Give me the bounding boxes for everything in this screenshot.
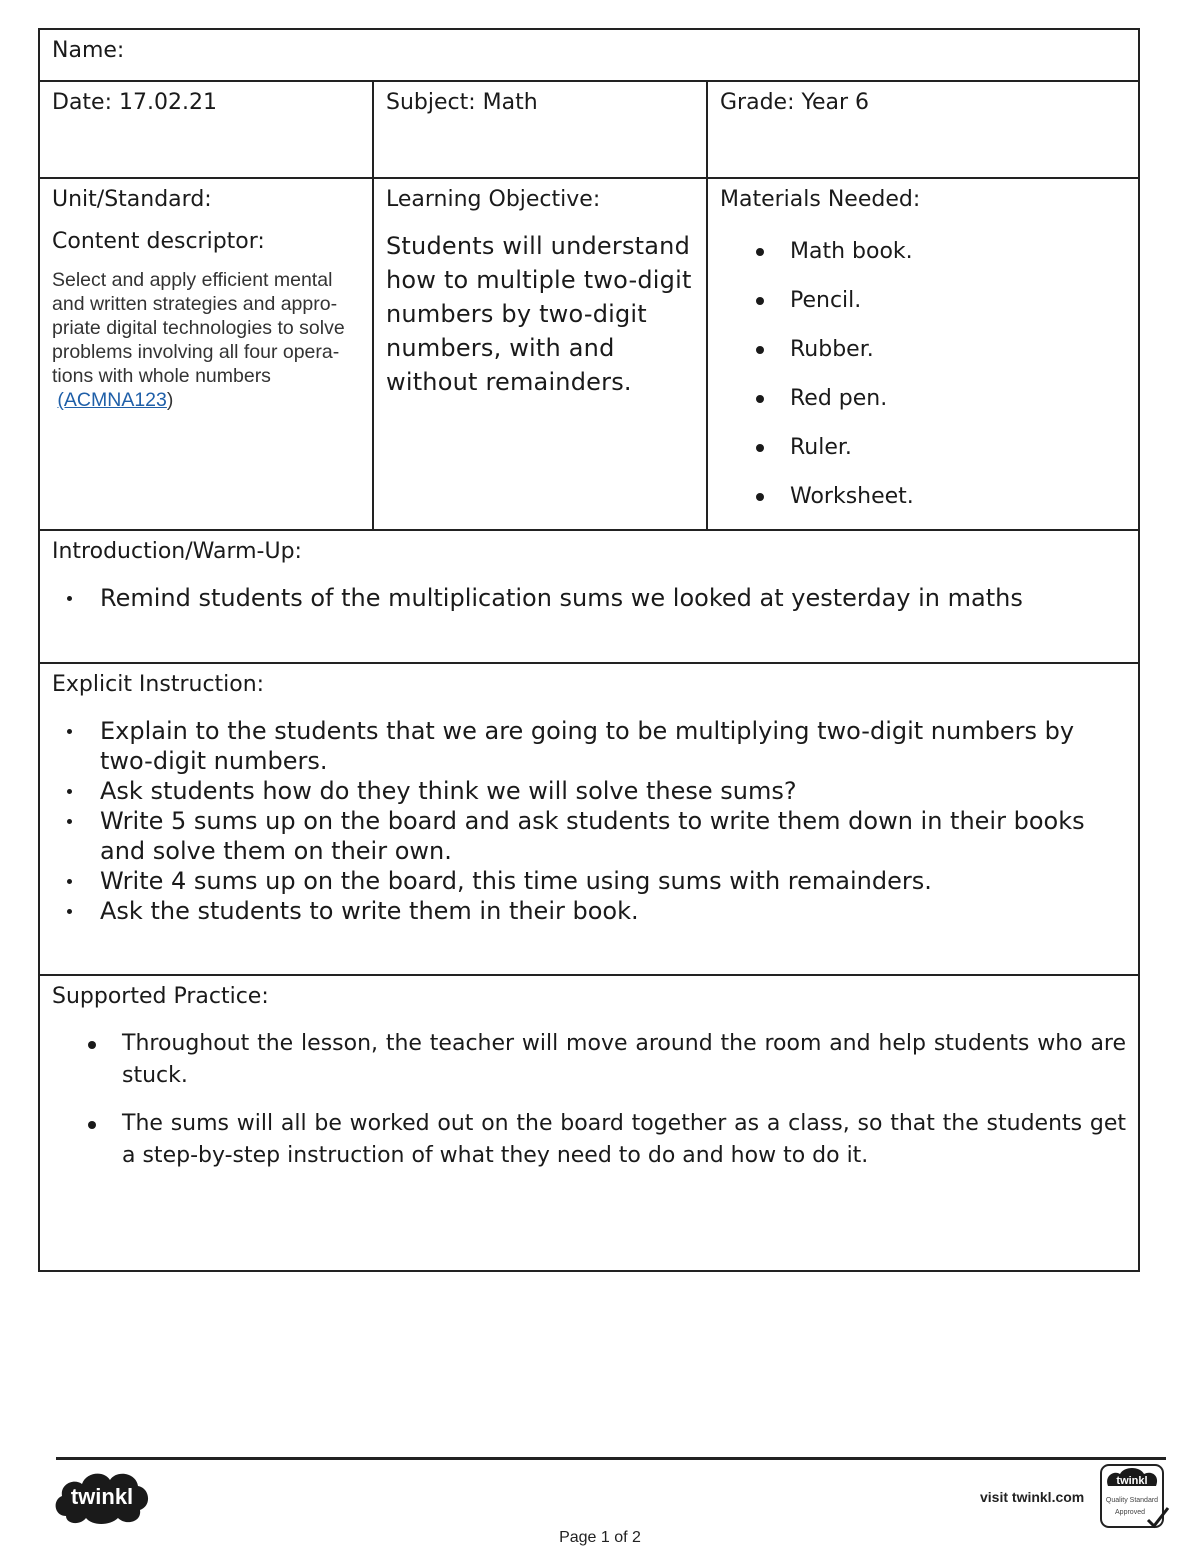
practice-cell (39, 975, 1139, 1271)
logo-text: twinkl (70, 1484, 134, 1509)
instruction-list (52, 716, 1126, 926)
grade-cell (707, 81, 1139, 178)
intro-cell (39, 530, 1139, 663)
acmna-link[interactable]: (ACMNA123 (57, 389, 167, 411)
objective-text: Students will understand how to multiple two-digit numbers by two-digit numbers, with and without remainders. (386, 232, 692, 396)
name-label: Name: (52, 38, 125, 63)
content-descriptor (52, 268, 360, 412)
materials-list (720, 227, 1126, 521)
content-descriptor-label: Content descriptor: (52, 229, 265, 254)
instruction-cell (39, 663, 1139, 975)
material-item: Ruler. (756, 423, 1126, 472)
practice-item: The sums will all be worked out on the board together as a class, so that the students get a step-by-step instruction of what they need to do and how to do it. (88, 1108, 1126, 1172)
quality-badge-icon (1098, 1462, 1170, 1532)
badge-logo-text: twinkl (1116, 1475, 1148, 1487)
instruction-item: Write 5 sums up on the board and ask students to write them down in their books and solve them on their own. (64, 806, 1126, 866)
grade-label: Grade: Year 6 (720, 90, 870, 115)
badge-sub2: Approved (1115, 1509, 1145, 1516)
material-item: Worksheet. (756, 472, 1126, 521)
date-label: Date: 17.02.21 (52, 90, 217, 115)
footer-divider (56, 1457, 1166, 1460)
intro-label: Introduction/Warm-Up: (52, 539, 302, 564)
unit-cell (39, 178, 373, 530)
practice-list (52, 1028, 1126, 1172)
page-number: Page 1 of 2 (559, 1529, 641, 1546)
subject-cell (373, 81, 707, 178)
intro-list (52, 583, 1126, 613)
lesson-plan-table (38, 28, 1140, 1272)
material-item: Math book. (756, 227, 1126, 276)
instruction-item: Explain to the students that we are going to be multiplying two-digit numbers by two-digit numbers. (64, 716, 1126, 776)
materials-label: Materials Needed: (720, 187, 921, 212)
date-cell (39, 81, 373, 178)
twinkl-cloud-icon (52, 1462, 152, 1528)
instruction-item: Ask students how do they think we will solve these sums? (64, 776, 1126, 806)
subject-label: Subject: Math (386, 90, 538, 115)
quality-badge (1098, 1462, 1170, 1536)
practice-label: Supported Practice: (52, 984, 269, 1009)
descriptor-text: Select and apply efficient mental and written strategies and appro-priate digital technologies to solve problems involving all four opera-tions with whole numbers (52, 269, 345, 387)
objective-label: Learning Objective: (386, 187, 601, 212)
practice-item: Throughout the lesson, the teacher will move around the room and help students who are stuck. (88, 1028, 1126, 1092)
badge-sub1: Quality Standard (1105, 1497, 1159, 1504)
twinkl-logo[interactable] (52, 1462, 152, 1532)
descriptor-close-paren: ) (166, 389, 174, 411)
instruction-item: Write 4 sums up on the board, this time using sums with remainders. (64, 866, 1126, 896)
material-item: Red pen. (756, 374, 1126, 423)
material-item: Rubber. (756, 325, 1126, 374)
unit-label: Unit/Standard: (52, 187, 212, 212)
objective-cell (373, 178, 707, 530)
visit-link[interactable]: visit twinkl.com (980, 1489, 1085, 1505)
intro-item: Remind students of the multiplication sums we looked at yesterday in maths (64, 583, 1126, 613)
instruction-label: Explicit Instruction: (52, 672, 265, 697)
material-item: Pencil. (756, 276, 1126, 325)
materials-cell (707, 178, 1139, 530)
instruction-item: Ask the students to write them in their book. (64, 896, 1126, 926)
name-cell (39, 29, 1139, 81)
